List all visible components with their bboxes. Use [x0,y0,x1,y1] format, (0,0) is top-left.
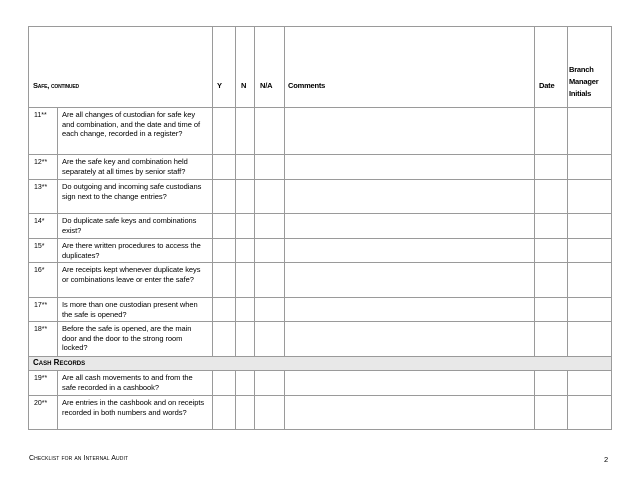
cell-initials[interactable] [568,155,612,180]
question-text: Are all cash movements to and from the safe recorded in a cashbook? [58,371,213,396]
cell-y[interactable] [213,396,236,430]
cell-comments[interactable] [285,322,535,357]
question-text: Are there written procedures to access the duplicates? [58,239,213,263]
cell-date[interactable] [535,180,568,214]
section-title-cash-records: Cash Records [29,357,612,371]
cell-na[interactable] [255,298,285,322]
cell-comments[interactable] [285,396,535,430]
cell-initials[interactable] [568,263,612,298]
cell-comments[interactable] [285,239,535,263]
section-header-safe: Safe, continued [29,27,213,108]
cell-na[interactable] [255,263,285,298]
cell-n[interactable] [236,371,255,396]
cell-n[interactable] [236,263,255,298]
table-row [29,214,612,239]
question-text: Are receipts kept whenever duplicate keys or combinations leave or enter the safe? [58,263,213,298]
table-row [29,180,612,214]
cell-comments[interactable] [285,108,535,155]
question-text: Is more than one custodian present when the safe is opened? [58,298,213,322]
cell-y[interactable] [213,371,236,396]
cell-date[interactable] [535,155,568,180]
cell-initials[interactable] [568,298,612,322]
initials-line-1: Branch [569,65,594,74]
cell-na[interactable] [255,239,285,263]
cell-y[interactable] [213,298,236,322]
cell-date[interactable] [535,108,568,155]
cell-date[interactable] [535,396,568,430]
column-header-comments: Comments [285,27,535,108]
question-text: Are all changes of custodian for safe key and combination, and the date and time of each change, recorded in a register? [58,108,213,155]
row-number: 11** [29,108,58,155]
cell-initials[interactable] [568,180,612,214]
table-row [29,239,612,263]
page-number: 2 [604,455,609,464]
row-number: 12** [29,155,58,180]
cell-y[interactable] [213,108,236,155]
row-number: 19** [29,371,58,396]
table-row [29,371,612,396]
cell-n[interactable] [236,396,255,430]
question-text: Are the safe key and combination held separately at all times by senior staff? [58,155,213,180]
cell-y[interactable] [213,214,236,239]
cell-na[interactable] [255,396,285,430]
question-text: Before the safe is opened, are the main door and the door to the strong room locked? [58,322,213,357]
column-header-initials [568,27,612,108]
cell-initials[interactable] [568,108,612,155]
cell-n[interactable] [236,155,255,180]
cell-date[interactable] [535,298,568,322]
cell-na[interactable] [255,371,285,396]
section-row-cash-records [29,357,612,371]
cell-comments[interactable] [285,180,535,214]
cell-date[interactable] [535,239,568,263]
cell-initials[interactable] [568,239,612,263]
cell-y[interactable] [213,155,236,180]
cell-initials[interactable] [568,214,612,239]
cell-initials[interactable] [568,371,612,396]
cell-n[interactable] [236,108,255,155]
audit-checklist-table [28,26,612,430]
row-number: 17** [29,298,58,322]
cell-initials[interactable] [568,396,612,430]
table-row [29,155,612,180]
cell-initials[interactable] [568,322,612,357]
cell-comments[interactable] [285,155,535,180]
row-number: 13** [29,180,58,214]
cell-na[interactable] [255,322,285,357]
cell-date[interactable] [535,322,568,357]
cell-na[interactable] [255,108,285,155]
question-text: Do duplicate safe keys and combinations exist? [58,214,213,239]
cell-y[interactable] [213,239,236,263]
cell-y[interactable] [213,263,236,298]
cell-na[interactable] [255,155,285,180]
question-text: Are entries in the cashbook and on receipts recorded in both numbers and words? [58,396,213,430]
row-number: 18** [29,322,58,357]
row-number: 16* [29,263,58,298]
column-header-date: Date [535,27,568,108]
cell-n[interactable] [236,322,255,357]
table-row [29,263,612,298]
row-number: 14* [29,214,58,239]
column-header-na: N/A [255,27,285,108]
cell-comments[interactable] [285,298,535,322]
cell-y[interactable] [213,180,236,214]
cell-comments[interactable] [285,214,535,239]
cell-na[interactable] [255,180,285,214]
table-row [29,298,612,322]
cell-n[interactable] [236,214,255,239]
cell-comments[interactable] [285,263,535,298]
table-header-row [29,27,612,108]
initials-line-3: Initials [569,89,592,98]
cell-date[interactable] [535,263,568,298]
cell-date[interactable] [535,371,568,396]
cell-n[interactable] [236,180,255,214]
initials-line-2: Manager [569,77,599,86]
row-number: 20** [29,396,58,430]
cell-n[interactable] [236,298,255,322]
column-header-y: Y [213,27,236,108]
question-text: Do outgoing and incoming safe custodians sign next to the change entries? [58,180,213,214]
cell-date[interactable] [535,214,568,239]
footer-document-title: Checklist for an Internal Audit [29,455,129,462]
row-number: 15* [29,239,58,263]
table-row [29,108,612,155]
cell-comments[interactable] [285,371,535,396]
column-header-n: N [236,27,255,108]
table-row [29,396,612,430]
cell-na[interactable] [255,214,285,239]
cell-y[interactable] [213,322,236,357]
cell-n[interactable] [236,239,255,263]
table-row [29,322,612,357]
